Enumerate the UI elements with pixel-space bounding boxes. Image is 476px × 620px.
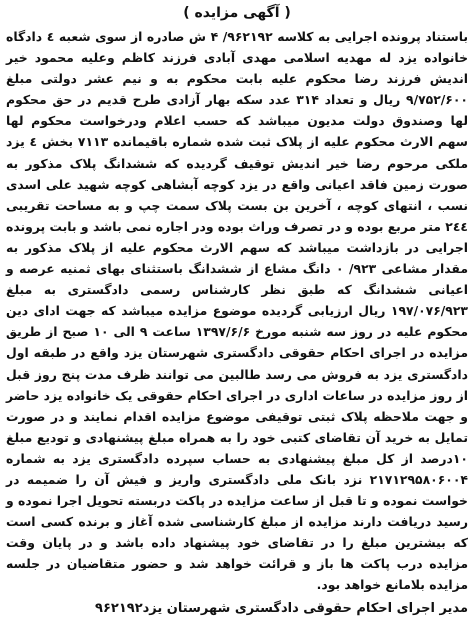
notice-signature: مدیر اجرای احکام حقوقی دادگستری شهرستان یزد۹۶۲۱۹۲ — [95, 600, 468, 616]
notice-title: ( آگهی مزایده ) — [183, 5, 291, 21]
auction-notice — [4, 2, 470, 616]
notice-body: باستناد پرونده اجرایی به کلاسه ۹۶۲۱۹۲/ ۴ ش صادره از سوی شعبه ٤ دادگاه خانواده یزد له مهدیه اسلامی مهدی آبادی فرزند کاظم وعلیه محمود خیر اندیش فرزند رضا محکوم علیه بابت محکوم به و نیم عشر دولتی مبلغ ۹/۷۵۲/۶۰۰ ریال و تعداد ۳۱۴ عدد سکه بهار آزادی طرح قدیم در حق محکوم لها وصندوق دولت مدیون میباشد که حسب اعلام ودرخواست محکوم لها سهم الارث محکوم علیه از پلاک ثبت شده شماره باقیمانده ۷۱۱۳ بخش ٤ یزد ملکی مرحوم رضا خیر اندیش توقیف گردیده که ششدانگ پلاک مذکور به صورت زمین فاقد اعیانی واقع در یزد کوچه آبشاهی کوچه شهید علی اسدی نسب ، انتهای کوچه ، آخرین بن بست پلاک سمت چپ و به مساحت تقریبی ٢٤٤ متر مربع بوده و در تصرف وراث بوده ودر اجاره نمی باشد و بابت پرونده اجرایی در بازداشت میباشد که سهم الارث محکوم علیه از پلاک مذکور به مقدار مشاعی ۹۲۳/ ۰ دانگ مشاع از ششدانگ باستثنای بهای ثمنیه عرصه و اعیانی ششدانگ که طبق نظر کارشناس رسمی دادگستری به مبلغ ۱۹۷/۰۷۶/۹۲۳ ریال ارزیابی گردیده موضوع مزایده میباشد که جهت ادای دین محکوم علیه در روز سه شنبه مورخ ۱۳۹۷/۶/۶ ساعت ۹ الی ۱۰ صبح از طریق مزایده در اجرای احکام حقوقی دادگستری شهرستان یزد واقع در طبقه اول دادگستری یزد به فروش می رسد طالبین می توانند ظرف مدت پنج روز قبل از روز مزایده در ساعات اداری در اجرای احکام حقوقی یک خانواده یزد حاضر و جهت ملاحظه پلاک ثبتی توقیفی موضوع مزایده اقدام نمایند و در صورت تمایل به خرید آن تقاضای کتبی خود را به همراه مبلغ پیشنهادی و توديع مبلغ ۱۰درصد از کل مبلغ پیشنهادی به حساب سپرده دادگستری یزد به شماره ۲۱۷۱۲۹۵۸۰۶۰۰۴ نزد بانک ملی دادگستری واریز و فیش آن را ضمیمه در خواست نموده و تا قبل از ساعت مزایده در پاکت دربسته تحویل اجرا نموده و رسید دریافت دارند مزایده از مبلغ کارشناسی شده آغاز و برنده کسی است که بیشترین مبلغ را در تقاضای خود پیشنهاد داده باشد و در پایان وقت مزایده درب پاکت ها باز و قرائت خواهد شد و حضور متقاضیان در جلسه مزایده بلامانع خواهد بود. — [6, 29, 469, 593]
